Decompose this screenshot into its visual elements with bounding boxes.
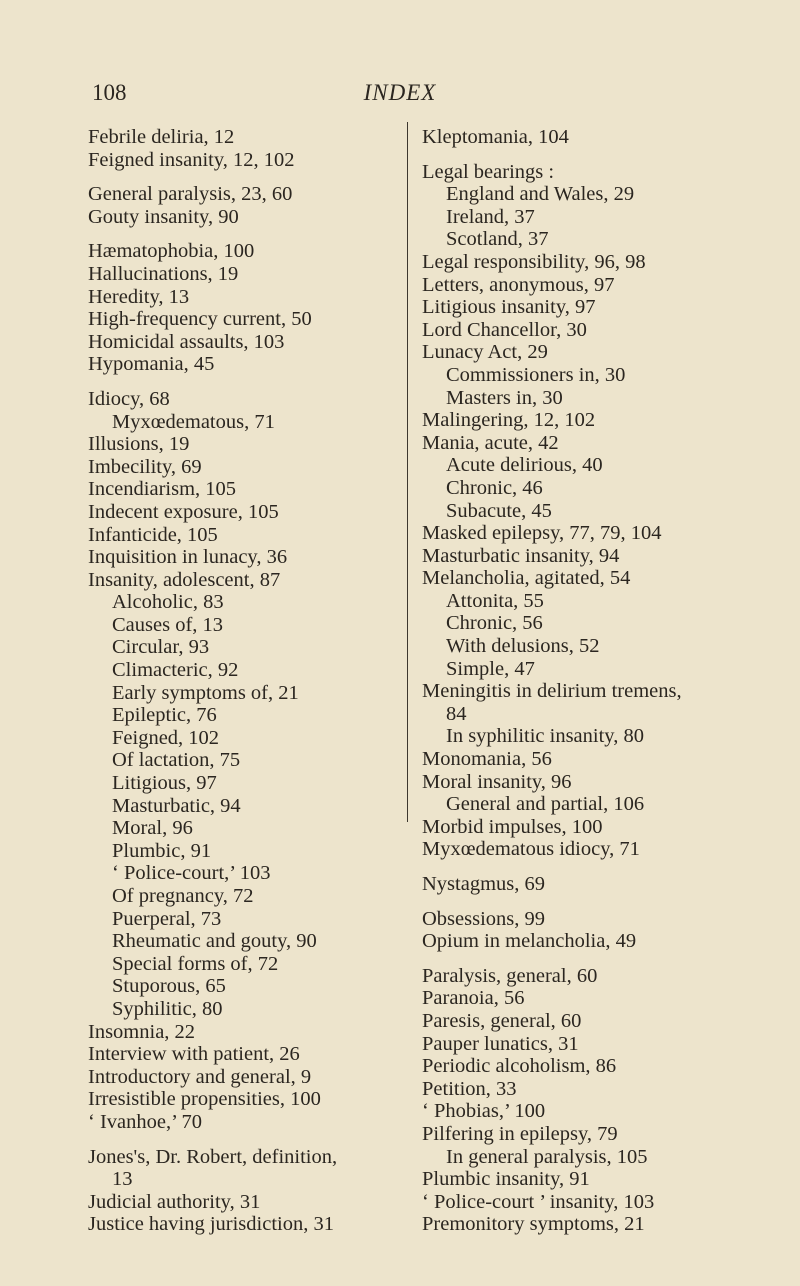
index-subentry: Masters in, 30 — [446, 386, 563, 409]
index-subentry: Chronic, 46 — [446, 476, 543, 499]
index-entry: Moral insanity, 96 — [422, 770, 572, 793]
index-subentry: Special forms of, 72 — [112, 952, 279, 975]
index-entry: Lunacy Act, 29 — [422, 341, 548, 364]
index-subentry: Puerperal, 73 — [112, 907, 222, 930]
index-entry: Paralysis, general, 60 — [422, 964, 598, 987]
index-entry: Premonitory symptoms, 21 — [422, 1213, 645, 1236]
index-subentry: Simple, 47 — [446, 657, 535, 680]
index-entry: Meningitis in delirium tremens, — [422, 680, 682, 703]
index-entry: Pauper lunatics, 31 — [422, 1032, 579, 1055]
index-entry: Melancholia, agitated, 54 — [422, 567, 631, 590]
index-entry: Letters, anonymous, 97 — [422, 273, 615, 296]
index-entry: Imbecility, 69 — [88, 455, 202, 478]
index-entry: Idiocy, 68 — [88, 387, 170, 410]
index-subentry: Epileptic, 76 — [112, 704, 217, 727]
index-subentry: Acute delirious, 40 — [446, 454, 603, 477]
index-subentry: Rheumatic and gouty, 90 — [112, 930, 317, 953]
index-entry: Homicidal assaults, 103 — [88, 330, 285, 353]
index-entry: Hæmatophobia, 100 — [88, 240, 255, 263]
index-subentry: Circular, 93 — [112, 636, 210, 659]
index-subentry: Myxœdematous, 71 — [112, 410, 275, 433]
index-entry: Febrile deliria, 12 — [88, 126, 235, 148]
index-entry: ‘ Police-court ’ insanity, 103 — [422, 1190, 655, 1213]
index-entry: ‘ Phobias,’ 100 — [422, 1100, 546, 1123]
index-entry: Insanity, adolescent, 87 — [88, 568, 281, 591]
index-subentry: Stuporous, 65 — [112, 975, 226, 998]
index-entry: Introductory and general, 9 — [88, 1065, 312, 1088]
index-entry: Irresistible propensities, 100 — [88, 1088, 321, 1111]
index-entry: Hallucinations, 19 — [88, 262, 239, 285]
index-subentry: ‘ Police-court,’ 103 — [112, 862, 271, 885]
index-entry: Nystagmus, 69 — [422, 873, 545, 895]
index-subentry: Ireland, 37 — [446, 205, 535, 228]
index-entry: Legal bearings : — [422, 160, 555, 183]
index-entry: Inquisition in lunacy, 36 — [88, 546, 288, 569]
index-subentry: Subacute, 45 — [446, 499, 552, 522]
index-entry: Pilfering in epilepsy, 79 — [422, 1122, 618, 1145]
index-subentry: Masturbatic, 94 — [112, 794, 241, 817]
index-subentry: Attonita, 55 — [446, 589, 544, 612]
index-entry: Legal responsibility, 96, 98 — [422, 250, 646, 273]
index-entry: Periodic alcoholism, 86 — [422, 1055, 617, 1078]
index-entry: Justice having jurisdiction, 31 — [88, 1213, 334, 1236]
index-entry: Mania, acute, 42 — [422, 431, 559, 454]
index-entry: Infanticide, 105 — [88, 523, 218, 546]
index-entry: Malingering, 12, 102 — [422, 409, 596, 432]
index-entry: Masturbatic insanity, 94 — [422, 544, 620, 567]
index-subentry: In general paralysis, 105 — [446, 1145, 648, 1168]
index-entry: Interview with patient, 26 — [88, 1043, 300, 1066]
index-subentry: Of lactation, 75 — [112, 749, 241, 772]
index-subentry: With delusions, 52 — [446, 635, 600, 658]
index-entry: Masked epilepsy, 77, 79, 104 — [422, 522, 662, 545]
index-entry: Plumbic insanity, 91 — [422, 1168, 590, 1191]
index-subentry: Plumbic, 91 — [112, 839, 212, 862]
index-entry: Jones's, Dr. Robert, definition, — [88, 1145, 338, 1168]
index-entry: Indecent exposure, 105 — [88, 500, 279, 523]
index-subentry: Early symptoms of, 21 — [112, 681, 299, 704]
index-column-left — [88, 126, 396, 1236]
index-entry: Kleptomania, 104 — [422, 126, 569, 148]
index-entry: Myxœdematous idiocy, 71 — [422, 838, 640, 861]
index-entry-continuation: 84 — [446, 702, 467, 725]
index-entry: Insomnia, 22 — [88, 1020, 196, 1043]
index-subentry: Scotland, 37 — [446, 228, 549, 251]
index-entry: Opium in melancholia, 49 — [422, 930, 637, 953]
index-entry: Paresis, general, 60 — [422, 1009, 582, 1032]
index-subentry: Litigious, 97 — [112, 772, 217, 795]
column-divider — [407, 122, 408, 822]
index-subentry: Syphilitic, 80 — [112, 997, 223, 1020]
index-subentry: Climacteric, 92 — [112, 659, 239, 682]
page-number: 108 — [92, 80, 127, 105]
index-entry: Judicial authority, 31 — [88, 1190, 261, 1213]
index-subentry: Of pregnancy, 72 — [112, 885, 254, 907]
index-subentry: Chronic, 56 — [446, 612, 543, 635]
index-entry: Illusions, 19 — [88, 433, 190, 456]
index-subentry: Moral, 96 — [112, 817, 193, 840]
index-entry-continuation: 13 — [112, 1168, 133, 1191]
index-entry: Heredity, 13 — [88, 285, 190, 308]
index-subentry: Causes of, 13 — [112, 613, 224, 636]
running-head-title: INDEX — [363, 80, 437, 105]
index-subentry: In syphilitic insanity, 80 — [446, 725, 644, 748]
index-entry: Obsessions, 99 — [422, 907, 546, 930]
index-entry: High-frequency current, 50 — [88, 308, 312, 331]
index-entry: Petition, 33 — [422, 1077, 517, 1100]
index-subentry: General and partial, 106 — [446, 793, 645, 816]
index-entry: Paranoia, 56 — [422, 987, 525, 1010]
index-subentry: England and Wales, 29 — [446, 183, 635, 206]
index-column-right — [422, 126, 782, 1236]
index-subentry: Alcoholic, 83 — [112, 591, 224, 614]
index-entry: Litigious insanity, 97 — [422, 296, 596, 319]
index-subentry: Commissioners in, 30 — [446, 363, 626, 386]
index-entry: Gouty insanity, 90 — [88, 205, 239, 228]
index-entry: Monomania, 56 — [422, 748, 552, 771]
index-entry: Hypomania, 45 — [88, 353, 215, 376]
index-subentry: Feigned, 102 — [112, 726, 220, 749]
index-entry: General paralysis, 23, 60 — [88, 183, 293, 206]
index-entry: Incendiarism, 105 — [88, 478, 237, 501]
index-entry: Morbid impulses, 100 — [422, 815, 603, 838]
index-entry: Lord Chancellor, 30 — [422, 318, 587, 341]
index-entry: ‘ Ivanhoe,’ 70 — [88, 1110, 203, 1133]
index-entry: Feigned insanity, 12, 102 — [88, 148, 295, 171]
